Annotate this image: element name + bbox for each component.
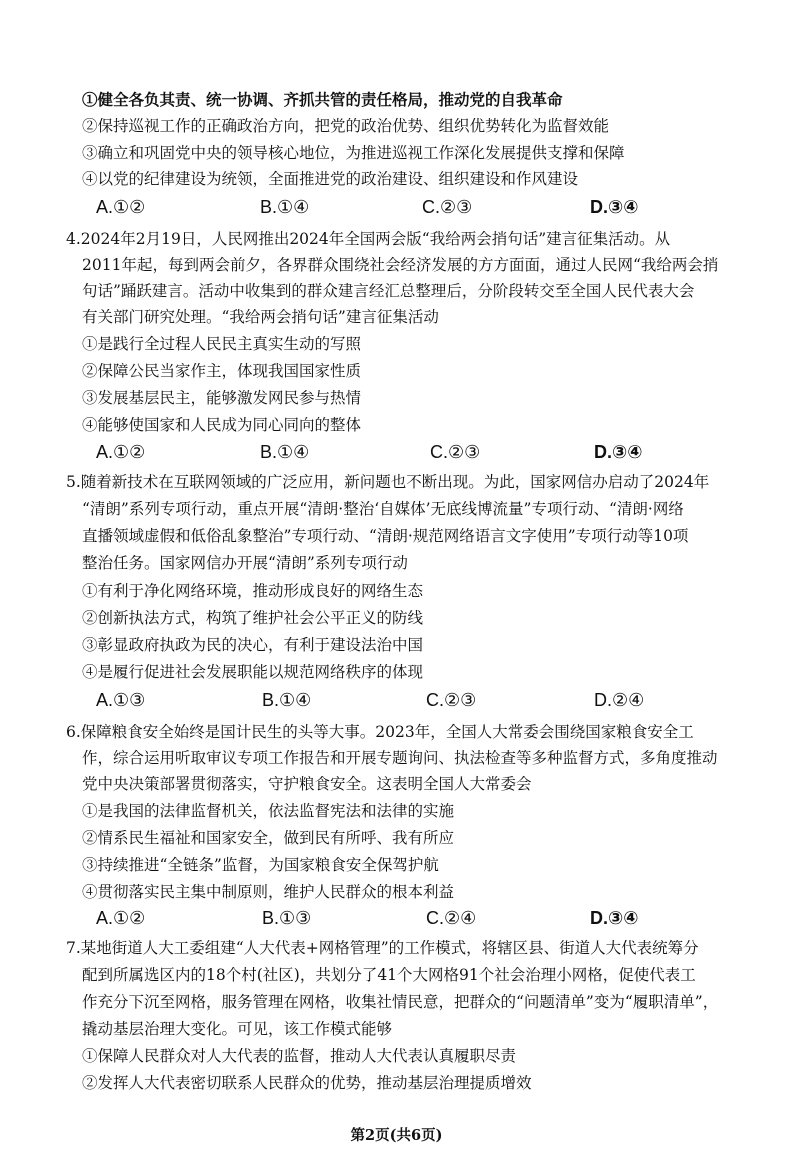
q3-item-1: ①健全各负其责、统一协调、齐抓共管的责任格局，推动党的自我革命 [82,90,563,109]
q3-option-b[interactable]: B.①④ [260,197,310,217]
q5-option-d[interactable]: D.②④ [594,690,645,710]
q3-option-a[interactable]: A.①② [96,197,146,217]
q5-stem-line-2: “清朗”系列专项行动，重点开展“清朗·整治‘自媒体’无底线博流量”专项行动、“清朗·网络 [82,500,684,518]
q6-option-b[interactable]: B.①③ [262,908,312,928]
q5-option-b[interactable]: B.①④ [262,690,312,710]
q4-stem-line-1: 4.2024年2月19日，人民网推出2024年全国两会版“我给两会捎句话”建言征集活动。从 [66,230,671,248]
q4-item-4: ④能够使国家和人民成为同心同向的整体 [82,416,362,434]
q6-option-d[interactable]: D.③④ [590,908,639,928]
q5-item-2: ②创新执法方式，构筑了维护社会公平正义的防线 [82,609,424,627]
q4-option-b[interactable]: B.①④ [260,442,310,462]
q4-options [96,438,736,466]
q6-item-1: ①是我国的法律监督机关，依法监督宪法和法律的实施 [82,802,455,820]
q5-option-a[interactable]: A.①③ [96,690,146,710]
q6-stem-line-1: 6.保障粮食安全始终是国计民生的头等大事。2023年，全国人大常委会围绕国家粮食安全工 [66,723,694,741]
q3-option-c[interactable]: C.②③ [422,197,473,217]
q4-item-3: ③发展基层民主，能够激发网民参与热情 [82,389,362,407]
q4-stem-line-3: 句话”踊跃建言。活动中收集到的群众建言经汇总整理后，分阶段转交至全国人民代表大会 [82,282,695,300]
q3-item-2: ②保持巡视工作的正确政治方向，把党的政治优势、组织优势转化为监督效能 [82,117,610,135]
q3-item-3: ③确立和巩固党中央的领导核心地位，为推进巡视工作深化发展提供支撑和保障 [82,144,625,162]
q7-stem-line-4: 撬动基层治理大变化。可见，该工作模式能够 [82,1020,393,1038]
q4-option-a[interactable]: A.①② [96,442,146,462]
q4-option-c[interactable]: C.②③ [430,442,481,462]
q5-item-1: ①有利于净化网络环境，推动形成良好的网络生态 [82,582,424,600]
q5-item-4: ④是履行促进社会发展职能以规范网络秩序的体现 [82,663,424,681]
q7-stem-line-2: 配到所属选区内的18个村(社区)，共划分了41个大网格91个社会治理小网格，促使代表工 [82,966,696,984]
q5-stem-line-4: 整治任务。国家网信办开展“清朗”系列专项行动 [82,554,408,572]
q5-option-c[interactable]: C.②③ [426,690,477,710]
q4-stem-line-4: 有关部门研究处理。“我给两会捎句话”建言征集活动 [82,308,439,326]
q7-stem-line-1: 7.某地街道人大工委组建“人大代表+网格管理”的工作模式，将辖区县、街道人大代表统筹分 [66,939,699,957]
q5-item-3: ③彰显政府执政为民的决心，有利于建设法治中国 [82,636,424,654]
q6-item-3: ③持续推进“全链条”监督，为国家粮食安全保驾护航 [82,856,439,874]
q7-item-2: ②发挥人大代表密切联系人民群众的优势，推动基层治理提质增效 [82,1074,532,1092]
q4-item-2: ②保障公民当家作主，体现我国国家性质 [82,362,362,380]
q4-option-d[interactable]: D.③④ [594,442,643,462]
q3-option-d[interactable]: D.③④ [590,197,639,217]
q6-options [96,904,736,932]
q6-stem-line-3: 党中央决策部署贯彻落实，守护粮食安全。这表明全国人大常委会 [82,775,532,793]
page-number-footer: 第2页(共6页) [350,1127,443,1144]
q5-options [96,686,736,714]
q5-stem-line-3: 直播领域虚假和低俗乱象整治”专项行动、“清朗·规范网络语言文字使用”专项行动等10项 [82,527,689,545]
q7-item-1: ①保障人民群众对人大代表的监督，推动人大代表认真履职尽责 [82,1047,517,1065]
q3-options [96,193,736,221]
q6-stem-line-2: 作，综合运用听取审议专项工作报告和开展专题询问、执法检查等多种监督方式，多角度推动 [82,749,718,767]
q3-item-4: ④以党的纪律建设为统领，全面推进党的政治建设、组织建设和作风建设 [82,170,579,188]
q6-option-c[interactable]: C.②④ [426,908,477,928]
q6-option-a[interactable]: A.①② [96,908,146,928]
q7-stem-line-3: 作充分下沉至网格，服务管理在网格，收集社情民意，把群众的“问题清单”变为“履职清单”， [82,993,719,1011]
q4-stem-line-2: 2011年起，每到两会前夕，各界群众围绕社会经济发展的方方面面，通过人民网“我给两会捎 [82,256,719,274]
q5-stem-line-1: 5.随着新技术在互联网领域的广泛应用，新问题也不断出现。为此，国家网信办启动了2024年 [66,473,710,491]
q6-item-4: ④贯彻落实民主集中制原则，维护人民群众的根本利益 [82,883,455,901]
q6-item-2: ②情系民生福祉和国家安全，做到民有所呼、我有所应 [82,829,455,847]
q4-item-1: ①是践行全过程人民民主真实生动的写照 [82,335,362,353]
